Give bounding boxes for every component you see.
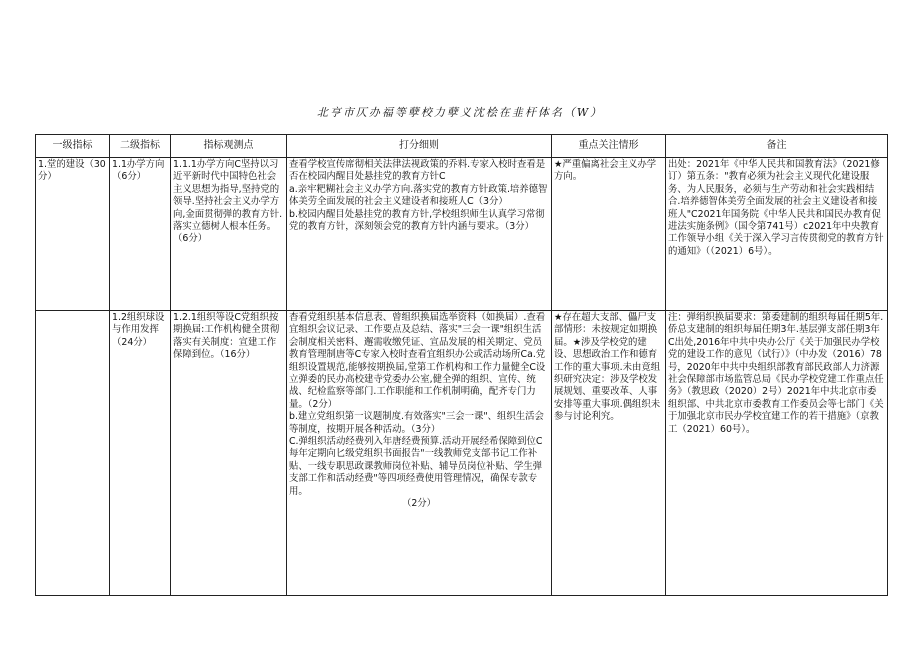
table-row (36, 158, 888, 311)
score-line: （2分） (401, 498, 437, 510)
header-focus: 重点关注情形 (552, 135, 666, 158)
document-title: 北亨市仄办福等孽校力孽义沈桧在韭杆体名（W） (316, 106, 604, 119)
header-score: 打分细则 (287, 135, 552, 158)
score-line: b.校园内醒目处悬挂党的教育方针,学校组织师生认真学习常彻党的教育方针，深刻领会党的教育方针内涵与要求。（3分） (289, 208, 545, 233)
evaluation-table (35, 134, 888, 596)
table-row (36, 311, 888, 596)
cell-level1 (36, 311, 110, 596)
cell-remarks: 注：弹绢织换届要求：第委建制的组织每届任期5年.侨总支建制的组织每届任期3年.基层弹支部任期3年C出处,2016年中共中央办公厅《关于加强民办学校党的建设工作的意见（试行）》（中办发（2016）78号，2020年中共中央组织部教育部民政部人力济源社会保障部市场监管总局《民办学校党建工作重点任务》（教思政（2020）2号）2021年中共北京市委组织部、中共北京市委教育工作委员会等七部门《关于加强北京市民办学校宜建工作的若干措施》（京教工（2021）60号）。 (666, 311, 888, 596)
score-line: 查看学校宣传席彻相关法律法视政策的乔料.专家入校时查看是否在校园内醒目处悬挂党的教育方针C (289, 159, 546, 183)
score-line: C.弹组织活动经费列入年唐经费预算.活动开展经希保障到位C每年定期向匕级党组织书面报告"一线教师党支部书记工作补贴、一线专职思政课教师岗位补贴、辅导员岗位补贴、学生弹支部工作和活动经费"等四项经费使用管理情况，确保专款专用。 (289, 436, 543, 497)
cell-point: 1.2.1组织等设C党组织按期换届:工作机构健全贯彻落实有关制度：宣建工作保障到位。（16分） (171, 311, 287, 596)
header-level1: 一级指标 (36, 135, 110, 158)
cell-focus: ★严重偏离社会主义办学方向。 (552, 158, 666, 311)
cell-score (287, 311, 552, 596)
table-header-row (36, 135, 888, 158)
cell-score (287, 158, 552, 311)
cell-level2: 1.2组织球设与作用发挥（24分） (110, 311, 171, 596)
cell-focus: ★存在超大支部、儡尸支部情形：未按规定如期换届。★涉及学校党的建设、思想政治工作和德育工作的重大事项.未由竟组织研究决定：涉及学校发展规划、重要改革、人事安排等重大事项.偶组织未参与讨论利究。 (552, 311, 666, 596)
cell-level1: 1.堂的建设（30分） (36, 158, 110, 311)
header-level2: 二级指标 (110, 135, 171, 158)
cell-level2: 1.1办学方向（6分） (110, 158, 171, 311)
score-line: a.亲牢粑糊社会主义办学方向.落实党的教育方针政策.培养德智体美劳全面发展的社会主义建设者和接班人C（3分） (289, 183, 548, 208)
cell-remarks: 出处：2021年《中华人民共和国教育法》（2021修订）第五条："教育必须为社会主义现代化建设服务、为人民服务，必须与生产劳动和社会实践相结合.培养德智体美劳全面发展的社会主义建设者和接班人"C2021年国务院《中华人民共和国民办教育促进法实施条例》（国令第741号）c2021年中央教育工作领导小组《关于深入学习言传贯彻党的教育方针的通知》（（2021）6号）。 (666, 158, 888, 311)
cell-point: 1.1.1办学方向C坚持以习近平新时代中国特色社会主义思想为指导,坚持党的领导.坚持社会主义办学方向,金面贯彻弹的教育方针.落实立德树人根本任务。（6分） (171, 158, 287, 311)
score-line: 杳看党组织基本信息表、曾组织换届选举资料（如换届）.查看宜组织会议记录、工作要点及总结、落实"三会一课"组织生活会制度相关密料、邂需收缴凭证、宣品发展的相关期定、党员教育管理制唐等C专家入校时查看宜组织办公或活动场所Ca.党组织设置规范,能够按期换届,堂第工作机构和工作力量健全C设立弹委的民办高校建寺党委办公室,健全弹的组织、宣传、统战、纪检监察等部门.工作职能和工作机制明确，配齐专门力量。（2分） (289, 312, 546, 410)
header-remarks: 备注 (666, 135, 888, 158)
header-point: 指标观测点 (171, 135, 287, 158)
score-line: b.建立党组织第一议题制度.有效落实"三会一课"、组织生活会等制度，按期开展各种活动。（3分） (289, 411, 544, 435)
